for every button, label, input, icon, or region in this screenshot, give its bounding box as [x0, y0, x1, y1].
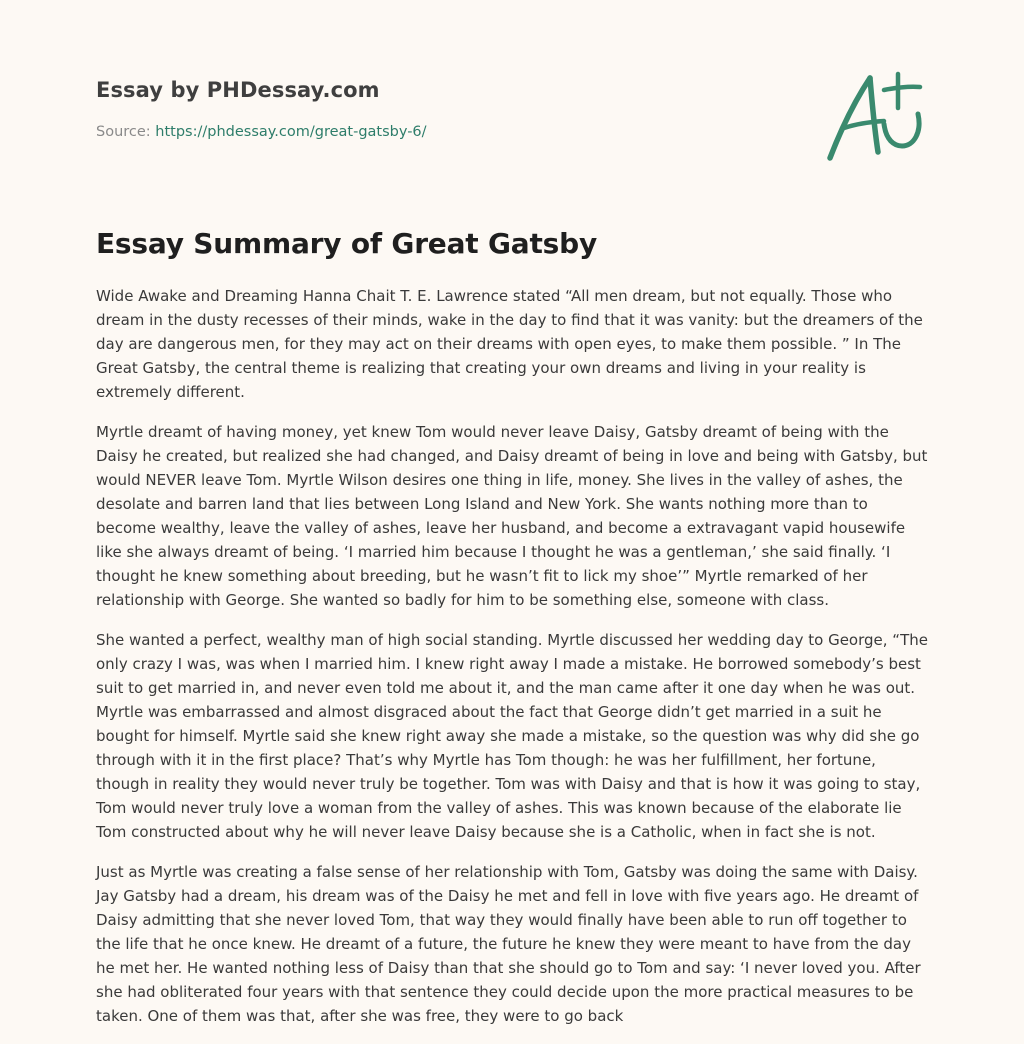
essay-body [96, 284, 932, 1044]
source-link[interactable]: https://phdessay.com/great-gatsby-6/ [155, 124, 427, 140]
essay-paragraph: Wide Awake and Dreaming Hanna Chait T. E. Lawrence stated “All men dream, but not equally. Those who dream in the dusty recesses of their minds, wake in the day to find that it was vanity: but the dreamers of the day are dangerous men, for they may act on their dreams with open eyes, to make them possible. ” In The Great Gatsby, the central theme is realizing that creating your own dreams and living in your reality is extremely different. [96, 287, 923, 401]
document-header [96, 76, 796, 142]
a-plus-logo-icon [822, 66, 930, 166]
essay-paragraph: Myrtle dreamt of having money, yet knew Tom would never leave Daisy, Gatsby dreamt of being with the Daisy he created, but realized she had changed, and Daisy dreamt of being in love and being with Gatsby, but would NEVER leave Tom. Myrtle Wilson desires one thing in life, money. She lives in the valley of ashes, the desolate and barren land that lies between Long Island and New York. She wants nothing more than to become wealthy, leave the valley of ashes, leave her husband, and become a extravagant vapid housewife like she always dreamt of being. ‘I married him because I thought he was a gentleman,’ she said finally. ‘I thought he knew something about breeding, but he wasn’t fit to lick my shoe’” Myrtle remarked of her relationship with George. She wanted so badly for him to be something else, someone with class. [96, 423, 928, 609]
essay-paragraph: She wanted a perfect, wealthy man of high social standing. Myrtle discussed her wedding day to George, “The only crazy I was, was when I married him. I knew right away I made a mistake. He borrowed somebody’s best suit to get married in, and never even told me about it, and the man came after it one day when he was out. Myrtle was embarrassed and almost disgraced about the fact that George didn’t get married in a suit he bought for himself. Myrtle said she knew right away she made a mistake, so the question was why did she go through with it in the first place? That’s why Myrtle has Tom though: he was her fulfillment, her fortune, though in reality they would never truly be together. Tom was with Daisy and that is how it was going to stay, Tom would never truly love a woman from the valley of ashes. This was known because of the elaborate lie Tom constructed about why he will never leave Daisy because she is a Catholic, when in fact she is not. [96, 631, 928, 841]
essay-paragraph: Just as Myrtle was creating a false sense of her relationship with Tom, Gatsby was doing the same with Daisy. Jay Gatsby had a dream, his dream was of the Daisy he met and fell in love with five years ago. He dreamt of Daisy admitting that she never loved Tom, that way they would finally have been able to run off together to the life that he once knew. He dreamt of a future, the future he knew they were meant to have from the day he met her. He wanted nothing less of Daisy than that she should go to Tom and say: ‘I never loved you. After she had obliterated four years with that sentence they could decide upon the more practical measures to be taken. One of them was that, after she was free, they were to go back [96, 863, 921, 1025]
source-label: Source: [96, 124, 151, 140]
source-line [96, 122, 796, 142]
site-brand: Essay by PHDessay.com [96, 78, 380, 102]
essay-title: Essay Summary of Great Gatsby [96, 227, 598, 260]
